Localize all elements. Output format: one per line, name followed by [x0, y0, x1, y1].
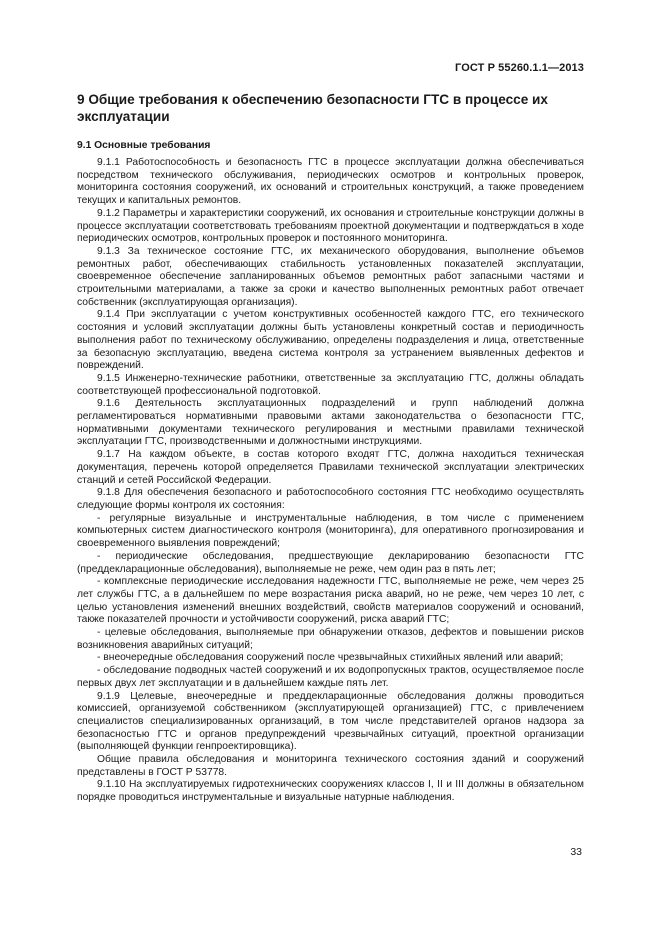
- paragraph-9-1-5: 9.1.5 Инженерно-технические работники, ответственные за эксплуатацию ГТС, должны обладать соответствующей профессиональной подготовкой.: [77, 372, 584, 397]
- paragraph-9-1-9: 9.1.9 Целевые, внеочередные и преддекларационные обследования должны проводиться комиссией, организуемой собственником (эксплуатирующей организацией) ГТС, с привлечением специалистов специализированных организаций, в том числе представителей органов надзора за безопасностью ГТС и органов предупреждений чрезвычайных ситуаций, проектной организации (выполняющей функции генпроектировщика).: [77, 690, 584, 753]
- paragraph-9-1-4: 9.1.4 При эксплуатации с учетом конструктивных особенностей каждого ГТС, его технического состояния и условий эксплуатации должны быть установлены конкретный состав и периодичность выполнения работ по техническому обслуживанию, определены подразделения и лица, ответственные за безопасную эксплуатацию, введена система контроля за устранением выявленных дефектов и повреждений.: [77, 309, 584, 372]
- list-item: - внеочередные обследования сооружений после чрезвычайных стихийных явлений или аварий;: [97, 652, 564, 664]
- subsection-title: 9.1 Основные требования: [77, 140, 211, 151]
- page-content: [77, 91, 584, 805]
- list-item: - обследование подводных частей сооружений и их водопропускных трактов, осуществляемое после первых двух лет эксплуатации и в дальнейшем каждые пять лет.: [77, 665, 584, 689]
- paragraph-9-1-8: 9.1.8 Для обеспечения безопасного и работоспособного состояния ГТС необходимо осуществлять следующие формы контроля их состояния:: [77, 487, 584, 511]
- paragraph-9-1-1: 9.1.1 Работоспособность и безопасность ГТС в процессе эксплуатации должна обеспечиваться посредством технического обслуживания, периодических осмотров и контрольных проверок, мониторинга состояния сооружений, их оснований и строительных конструкций, а также проведением текущих и капитальных ремонтов.: [77, 157, 584, 207]
- list-item: - регулярные визуальные и инструментальные наблюдения, в том числе с применением компьютерных систем диагностического контроля (мониторинга), для оперативного прогнозирования и своевременного выявления повреждений;: [77, 512, 584, 550]
- paragraph-9-1-10: 9.1.10 На эксплуатируемых гидротехнических сооружениях классов I, II и III должны в обязательном порядке проводиться инструментальные и визуальные натурные наблюдения.: [77, 779, 584, 804]
- paragraph-9-1-7: 9.1.7 На каждом объекте, в состав которого входят ГТС, должна находиться техническая документация, перечень которой определяется Правилами технической эксплуатации электрических станций и сетей Российской Федерации.: [77, 449, 584, 486]
- page-number: 33: [570, 846, 582, 858]
- paragraph-general-rules: Общие правила обследования и мониторинга технического состояния зданий и сооружений представлены в ГОСТ Р 53778.: [77, 754, 584, 778]
- paragraph-9-1-2: 9.1.2 Параметры и характеристики сооружений, их основания и строительные конструкции должны в процессе эксплуатации соответствовать требованиям проектной документации и подтверждаться в ходе периодических осмотров, контрольных проверок и постоянного мониторинга.: [77, 207, 584, 245]
- paragraph-9-1-3: 9.1.3 За техническое состояние ГТС, их механического оборудования, выполнение объемов ремонтных работ, обеспечивающих стабильность установленных показателей эксплуатации, своевременное обеспечение запланированных объемов ремонтных работ запасными частями и строительными материалами, а также за сроки и качество выполненных ремонтных работ отвечает собственник (эксплуатирующая организация).: [77, 245, 584, 308]
- paragraph-9-1-6: 9.1.6 Деятельность эксплуатационных подразделений и групп наблюдений должна регламентироваться нормативными правовыми актами законодательства о безопасности ГТС, нормативными документами технического регулирования и местными правилами технической эксплуатации ГТС, производственными и должностными инструкциями.: [77, 398, 584, 448]
- list-item: - целевые обследования, выполняемые при обнаружении отказов, дефектов и повышении рисков возникновения аварийных ситуаций;: [77, 627, 584, 651]
- document-code: ГОСТ Р 55260.1.1—2013: [455, 62, 584, 74]
- list-item: - периодические обследования, предшествующие декларированию безопасности ГТС (преддекларационные обследования), выполняемые не реже, чем один раз в пять лет;: [77, 550, 584, 575]
- list-item: - комплексные периодические исследования надежности ГТС, выполняемые не реже, чем через 25 лет службы ГТС, а в дальнейшем по мере возрастания риска аварий, но не реже, чем через 10 лет, с целью установления изменений внешних воздействий, свойств материалов сооружений и оснований, также показателей прочности и устойчивости сооружений, риска аварий ГТС;: [77, 576, 584, 626]
- section-title: 9 Общие требования к обеспечению безопасности ГТС в процессе их эксплуатации: [77, 92, 548, 124]
